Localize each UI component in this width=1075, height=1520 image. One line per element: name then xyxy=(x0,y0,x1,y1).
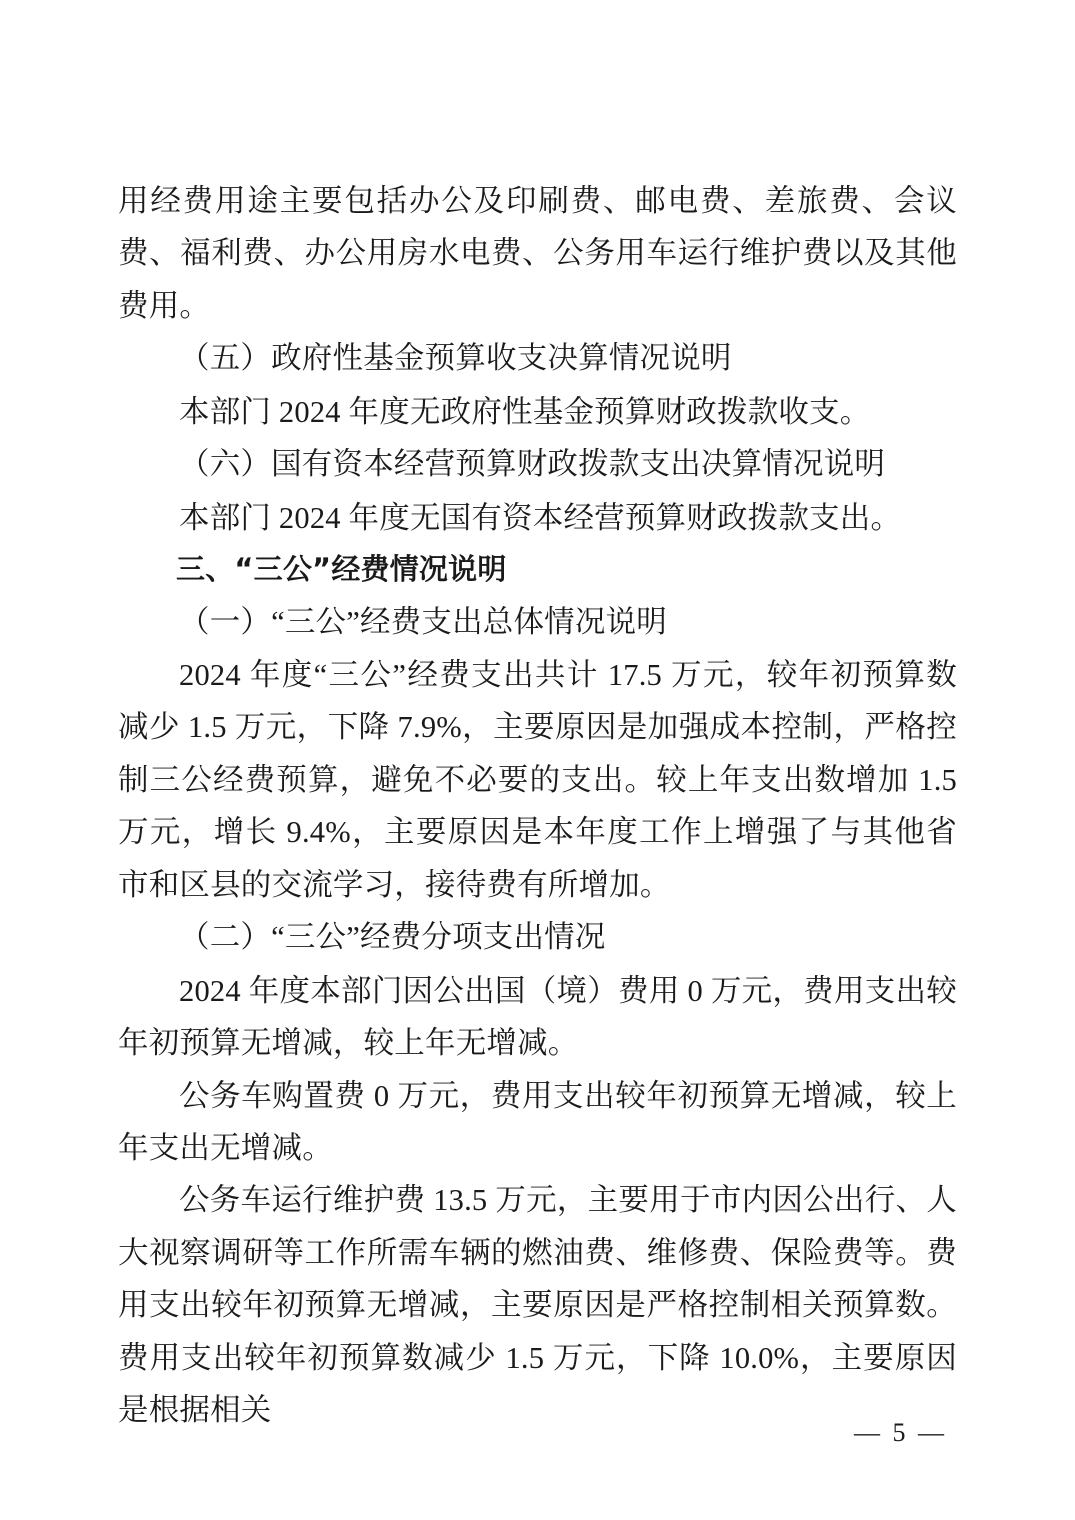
paragraph-overseas-travel: 2024 年度本部门因公出国（境）费用 0 万元，费用支出较年初预算无增减，较上年无增减。 xyxy=(118,973,957,1061)
paragraph-state-capital: 本部门 2024 年度无国有资本经营预算财政拨款支出。 xyxy=(179,500,902,535)
section-heading-three: 三、“三公”经费情况说明 xyxy=(176,552,507,587)
paragraph-vehicle-purchase: 公务车购置费 0 万元，费用支出较年初预算无增减，较上年支出无增减。 xyxy=(118,1078,957,1165)
paragraph-vehicle-maintenance: 公务车运行维护费 13.5 万元，主要用于市内因公出行、人大视察调研等工作所需车辆的燃油费、维修费、保险费等。费用支出较年初预算无增减，主要原因是严格控制相关预算数。费用支出较年初预算数减少 1.5 万元，下降 10.0%，主要原因是根据相关 xyxy=(118,1183,957,1428)
paragraph-continuation: 用经费用途主要包括办公及印刷费、邮电费、差旅费、会议费、福利费、办公用房水电费、公务用车运行维护费以及其他费用。 xyxy=(118,184,957,323)
page-number: — 5 — xyxy=(854,1418,947,1447)
section-heading-six: （六）国有资本经营预算财政拨款支出决算情况说明 xyxy=(179,447,886,482)
subsection-heading-two: （二）“三公”经费分项支出情况 xyxy=(179,920,606,955)
section-heading-five: （五）政府性基金预算收支决算情况说明 xyxy=(179,341,732,376)
paragraph-government-fund: 本部门 2024 年度无政府性基金预算财政拨款收支。 xyxy=(179,394,871,429)
document-body xyxy=(118,175,957,1437)
subsection-heading-one: （一）“三公”经费支出总体情况说明 xyxy=(179,604,667,639)
paragraph-three-public-total: 2024 年度“三公”经费支出共计 17.5 万元，较年初预算数减少 1.5 万元，下降 7.9%，主要原因是加强成本控制，严格控制三公经费预算，避免不必要的支出。较上年支出数增加 1.5 万元，增长 9.4%，主要原因是本年度工作上增强了与其他省市和区县的交流学习，接待费有所增加。 xyxy=(118,658,957,902)
